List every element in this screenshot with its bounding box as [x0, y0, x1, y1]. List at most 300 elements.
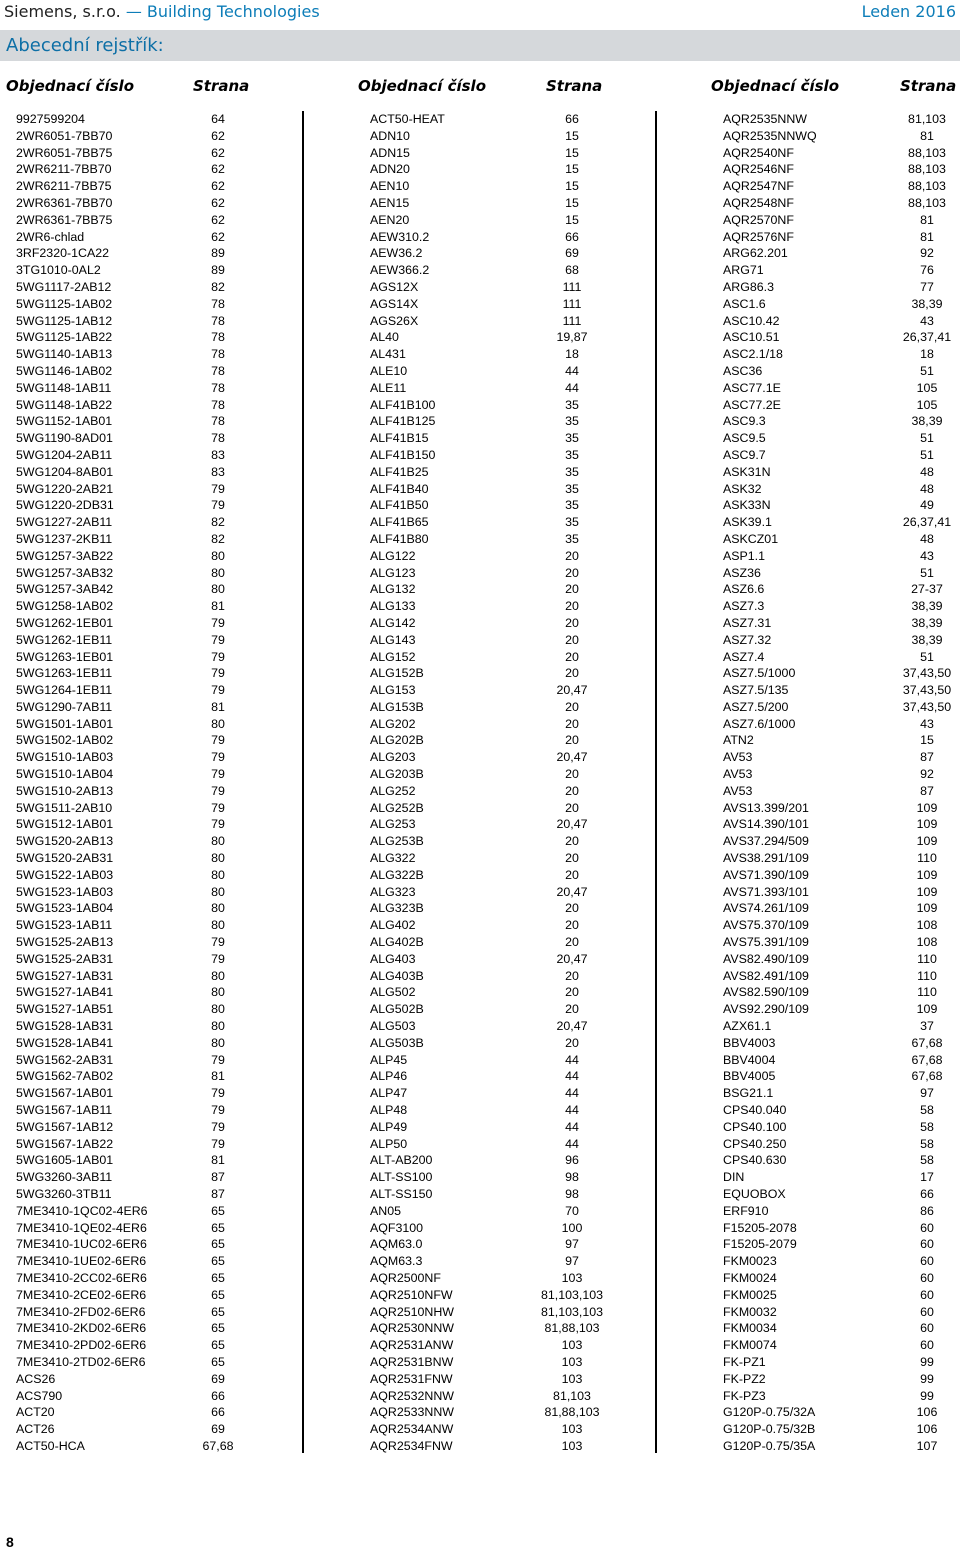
order-number: 2WR6211-7BB70 — [16, 162, 112, 177]
order-number: ALF41B100 — [370, 397, 436, 412]
order-number: AQR2548NF — [723, 195, 794, 210]
order-number: 5WG1510-1AB03 — [16, 750, 114, 765]
order-number: AV53 — [723, 750, 753, 765]
order-number: ALG203 — [370, 750, 416, 765]
page-ref: 64 — [211, 112, 225, 126]
page-ref: 65 — [211, 1354, 225, 1369]
order-number: ASZ7.3 — [723, 599, 765, 614]
order-number: AQR2510NFW — [370, 1287, 453, 1302]
page-ref: 44 — [565, 1136, 579, 1151]
order-number: 5WG1523-1AB04 — [16, 901, 114, 916]
page-ref: 20 — [565, 632, 579, 647]
order-number: ALG503B — [370, 1035, 424, 1050]
page-ref: 69 — [565, 246, 579, 261]
order-number: ALG202B — [370, 733, 424, 748]
column-divider — [302, 111, 304, 1453]
page-ref: 35 — [565, 515, 579, 530]
page-ref: 110 — [917, 968, 937, 983]
page-ref: 97 — [565, 1237, 579, 1252]
page-ref: 80 — [211, 851, 225, 866]
order-number: ASC77.2E — [723, 397, 781, 412]
division-name: Building Technologies — [146, 2, 320, 21]
order-number: ALT-SS150 — [370, 1187, 433, 1201]
page-ref: 20 — [565, 1035, 579, 1050]
order-number: ASK39.1 — [723, 515, 772, 530]
page-ref: 15 — [920, 733, 934, 748]
page-ref: 20 — [565, 666, 579, 681]
page-ref: 88,103 — [908, 195, 946, 210]
order-number: ALP47 — [370, 1086, 408, 1101]
page-ref: 65 — [211, 1220, 225, 1235]
order-number: AQM63.0 — [370, 1237, 423, 1252]
order-number: AQR2535NNWQ — [723, 128, 817, 143]
page-ref: 35 — [565, 447, 579, 462]
page-ref: 58 — [920, 1136, 934, 1151]
order-number: G120P-0.75/32A — [723, 1405, 816, 1420]
order-number: AQR2576NF — [723, 229, 794, 244]
page-ref: 80 — [211, 716, 225, 731]
page-ref: 86 — [920, 1203, 934, 1218]
order-number: ALF41B150 — [370, 447, 436, 462]
order-number: AVS75.391/109 — [723, 935, 809, 950]
page-ref: 35 — [565, 531, 579, 546]
order-number: ALG402 — [370, 918, 416, 933]
order-number: 5WG1257-3AB22 — [16, 548, 114, 563]
page-ref: 79 — [211, 649, 225, 664]
page-ref: 68 — [565, 263, 579, 278]
page-ref: 35 — [565, 397, 579, 412]
page-ref: 87 — [211, 1170, 225, 1185]
order-number: ALG322B — [370, 867, 424, 882]
page-ref: 43 — [920, 716, 934, 731]
page-ref: 48 — [920, 464, 934, 479]
page-ref: 62 — [211, 195, 225, 210]
page-ref: 80 — [211, 901, 225, 916]
order-number: ALG323B — [370, 901, 424, 916]
order-number: 5WG1528-1AB41 — [16, 1035, 114, 1050]
page-ref: 65 — [211, 1237, 225, 1252]
order-number: AEN15 — [370, 195, 410, 210]
order-number: ASC36 — [723, 363, 763, 378]
order-number: 5WG1140-1AB13 — [16, 347, 113, 362]
page-ref: 76 — [920, 263, 934, 278]
order-number: AEN20 — [370, 212, 410, 227]
order-number: FKM0023 — [723, 1254, 777, 1269]
page-ref: 107 — [916, 1438, 938, 1453]
page-ref: 81,103 — [553, 1388, 591, 1403]
index-column-3 — [707, 73, 960, 1453]
order-number: AQR2531BNW — [370, 1354, 454, 1369]
page-ref: 20 — [565, 783, 579, 798]
header-date: Leden 2016 — [861, 2, 956, 21]
page-ref: 35 — [565, 414, 579, 429]
page-ref: 99 — [920, 1388, 934, 1403]
page-ref: 105 — [916, 397, 938, 412]
page-ref: 20 — [565, 716, 579, 731]
order-number: ASC9.3 — [723, 414, 766, 429]
header-order-number: Objednací číslo — [6, 77, 135, 95]
page-ref: 79 — [211, 615, 225, 630]
page-ref: 87 — [920, 750, 934, 765]
page-ref: 38,39 — [911, 615, 943, 630]
page-ref: 20,47 — [556, 683, 588, 698]
page-ref: 81 — [211, 1153, 225, 1168]
order-number: ASZ7.5/1000 — [723, 666, 796, 681]
page-ref: 80 — [211, 582, 225, 597]
page-ref: 109 — [916, 1002, 938, 1017]
order-number: 5WG1262-1EB11 — [16, 632, 113, 647]
page-ref: 58 — [920, 1153, 934, 1168]
order-number: ALG153 — [370, 683, 416, 698]
page-ref: 81 — [920, 229, 934, 244]
column-header — [707, 73, 960, 103]
order-number: BSG21.1 — [723, 1086, 774, 1101]
order-number: CPS40.100 — [723, 1119, 787, 1134]
index-column-2 — [354, 73, 654, 1453]
order-number: AVS38.291/109 — [723, 851, 809, 866]
column-divider — [655, 111, 657, 1453]
page-ref: 62 — [211, 128, 225, 143]
header-company — [4, 2, 320, 21]
page-ref: 103 — [561, 1270, 583, 1285]
order-number: 5WG1520-2AB31 — [16, 851, 114, 866]
order-number: ASC77.1E — [723, 380, 781, 395]
order-number: ASP1.1 — [723, 548, 766, 563]
page-ref: 44 — [565, 1069, 579, 1084]
order-number: 5WG1125-1AB22 — [16, 330, 113, 345]
page-ref: 38,39 — [911, 599, 943, 614]
order-number: AL431 — [370, 347, 406, 362]
column-header — [0, 73, 300, 103]
order-number: 7ME3410-2FD02-6ER6 — [16, 1304, 146, 1319]
order-number: ASZ7.5/200 — [723, 699, 789, 714]
page-ref: 80 — [211, 918, 225, 933]
order-number: 5WG1220-2AB21 — [16, 481, 114, 496]
page-ref: 35 — [565, 481, 579, 496]
page-ref: 60 — [920, 1270, 934, 1285]
order-number: ALF41B50 — [370, 498, 429, 513]
order-number: 5WG1527-1AB31 — [16, 968, 114, 983]
order-number: 7ME3410-2CE02-6ER6 — [16, 1287, 147, 1302]
page-ref: 44 — [565, 1119, 579, 1134]
page-ref: 79 — [211, 817, 225, 832]
page-ref: 51 — [920, 431, 934, 446]
page-ref: 79 — [211, 750, 225, 765]
order-number: ACT50-HCA — [16, 1438, 85, 1453]
header-page: Strana — [546, 77, 603, 95]
order-number: AEW36.2 — [370, 246, 423, 261]
order-number: AQR2535NNW — [723, 112, 808, 126]
page-ref: 81 — [211, 699, 225, 714]
order-number: CPS40.250 — [723, 1136, 787, 1151]
page-ref: 20 — [565, 918, 579, 933]
order-number: 5WG1525-2AB13 — [16, 935, 114, 950]
order-number: F15205-2079 — [723, 1237, 797, 1252]
page-ref: 65 — [211, 1321, 225, 1336]
order-number: 5WG1605-1AB01 — [16, 1153, 114, 1168]
page-ref: 62 — [211, 145, 225, 160]
page-ref: 48 — [920, 481, 934, 496]
page-ref: 78 — [211, 347, 225, 362]
page-ref: 81,103,103 — [540, 1304, 603, 1319]
page-ref: 60 — [920, 1321, 934, 1336]
page-ref: 78 — [211, 363, 225, 378]
order-number: 5WG1567-1AB22 — [16, 1136, 114, 1151]
page-ref: 20 — [565, 1002, 579, 1017]
page-ref: 79 — [211, 498, 225, 513]
page-ref: 103 — [561, 1422, 583, 1437]
order-number: ALG142 — [370, 615, 416, 630]
order-number: 5WG3260-3AB11 — [16, 1170, 113, 1185]
header-dash: — — [120, 2, 147, 21]
page-ref: 20 — [565, 968, 579, 983]
order-number: 7ME3410-1UE02-6ER6 — [16, 1254, 147, 1269]
page-ref: 82 — [211, 531, 225, 546]
order-number: ERF910 — [723, 1203, 769, 1218]
page-ref: 79 — [211, 783, 225, 798]
page-ref: 60 — [920, 1338, 934, 1353]
order-number: 5WG1511-2AB10 — [16, 800, 113, 815]
page-ref: 111 — [562, 313, 582, 328]
order-number: ALG252B — [370, 800, 424, 815]
order-number: AQR2500NF — [370, 1270, 441, 1285]
order-number: AV53 — [723, 767, 753, 782]
order-number: FKM0034 — [723, 1321, 777, 1336]
header-page: Strana — [900, 77, 957, 95]
page-ref: 51 — [920, 649, 934, 664]
page-ref: 111 — [562, 279, 582, 294]
order-number: ACT50-HEAT — [370, 112, 445, 126]
order-number: ALG152B — [370, 666, 424, 681]
page-ref: 60 — [920, 1220, 934, 1235]
order-number: 5WG1264-1EB11 — [16, 683, 113, 698]
order-number: ASC9.5 — [723, 431, 766, 446]
order-number: ALP50 — [370, 1136, 408, 1151]
page-ref: 106 — [916, 1405, 938, 1420]
order-number: AQR2540NF — [723, 145, 794, 160]
order-number: CPS40.040 — [723, 1103, 787, 1118]
order-number: AGS26X — [370, 313, 419, 328]
page-ref: 109 — [916, 800, 938, 815]
order-number: G120P-0.75/35A — [723, 1438, 816, 1453]
page-ref: 19,87 — [556, 330, 588, 345]
order-number: 5WG1523-1AB11 — [16, 918, 113, 933]
order-number: ALG502B — [370, 1002, 424, 1017]
order-number: 5WG1125-1AB12 — [16, 313, 113, 328]
order-number: 5WG1567-1AB12 — [16, 1119, 114, 1134]
order-number: FK-PZ3 — [723, 1388, 766, 1403]
order-number: ADN15 — [370, 145, 410, 160]
page-ref: 58 — [920, 1103, 934, 1118]
order-number: AZX61.1 — [723, 1019, 772, 1034]
page-ref: 109 — [916, 901, 938, 916]
page-ref: 79 — [211, 800, 225, 815]
page-ref: 98 — [565, 1187, 579, 1201]
page-ref: 89 — [211, 263, 225, 278]
order-number: AVS13.399/201 — [723, 800, 809, 815]
order-number: FK-PZ2 — [723, 1371, 766, 1386]
order-number: ASC10.42 — [723, 313, 780, 328]
order-number: 5WG1190-8AD01 — [16, 431, 113, 446]
order-number: 5WG1510-1AB04 — [16, 767, 114, 782]
page-ref: 87 — [211, 1187, 225, 1201]
page-ref: 80 — [211, 1002, 225, 1017]
page-ref: 38,39 — [911, 414, 943, 429]
order-number: AGS12X — [370, 279, 419, 294]
order-number: AVS82.490/109 — [723, 951, 809, 966]
page-ref: 78 — [211, 296, 225, 311]
order-number: AQR2532NNW — [370, 1388, 455, 1403]
order-number: 5WG1257-3AB32 — [16, 565, 114, 580]
page-ref: 66 — [920, 1187, 934, 1201]
page-ref: 79 — [211, 767, 225, 782]
order-number: ALT-AB200 — [370, 1153, 433, 1168]
page-ref: 79 — [211, 481, 225, 496]
page-ref: 78 — [211, 414, 225, 429]
page-ref: 66 — [565, 112, 579, 126]
page-ref: 79 — [211, 1119, 225, 1134]
order-number: ACS26 — [16, 1371, 56, 1386]
page-ref: 65 — [211, 1203, 225, 1218]
order-number: AQR2546NF — [723, 162, 794, 177]
order-number: 9927599204 — [16, 112, 85, 126]
order-number: ALF41B125 — [370, 414, 436, 429]
order-number: 5WG3260-3TB11 — [16, 1187, 112, 1201]
page-ref: 37,43,50 — [902, 699, 952, 714]
page-ref: 79 — [211, 951, 225, 966]
page-ref: 20 — [565, 867, 579, 882]
page-ref: 83 — [211, 464, 225, 479]
order-number: 5WG1204-8AB01 — [16, 464, 114, 479]
page-ref: 26,37,41 — [902, 515, 952, 530]
page-ref: 79 — [211, 935, 225, 950]
page-ref: 20 — [565, 733, 579, 748]
page-ref: 20 — [565, 935, 579, 950]
page-ref: 62 — [211, 229, 225, 244]
page-ref: 44 — [565, 1086, 579, 1101]
order-number: AQR2534FNW — [370, 1438, 453, 1453]
page-ref: 80 — [211, 968, 225, 983]
order-number: G120P-0.75/32B — [723, 1422, 816, 1437]
order-number: ALP49 — [370, 1119, 408, 1134]
page-ref: 20 — [565, 649, 579, 664]
page-ref: 83 — [211, 447, 225, 462]
order-number: ALG322 — [370, 851, 416, 866]
order-number: ALT-SS100 — [370, 1170, 433, 1185]
order-number: ALG503 — [370, 1019, 416, 1034]
order-number: ASZ7.5/135 — [723, 683, 789, 698]
page-ref: 98 — [565, 1170, 579, 1185]
order-number: 2WR6-chlad — [16, 229, 85, 244]
page-ref: 106 — [916, 1422, 938, 1437]
order-number: ASC2.1/18 — [723, 347, 783, 362]
order-number: ALG402B — [370, 935, 424, 950]
page-ref: 89 — [211, 246, 225, 261]
page-ref: 88,103 — [908, 179, 946, 194]
order-number: ASK31N — [723, 464, 771, 479]
order-number: 7ME3410-2PD02-6ER6 — [16, 1338, 147, 1353]
page-ref: 15 — [565, 179, 579, 194]
page-ref: 67,68 — [911, 1035, 943, 1050]
page-ref: 20 — [565, 582, 579, 597]
order-number: 5WG1567-1AB01 — [16, 1086, 114, 1101]
order-number: AQR2530NNW — [370, 1321, 455, 1336]
order-number: 5WG1527-1AB41 — [16, 985, 114, 1000]
page-ref: 100 — [561, 1220, 583, 1235]
page-ref: 51 — [920, 363, 934, 378]
page-ref: 66 — [211, 1405, 225, 1420]
order-number: AEW310.2 — [370, 229, 430, 244]
page-ref: 110 — [917, 985, 937, 1000]
page-ref: 15 — [565, 162, 579, 177]
page-ref: 18 — [920, 347, 934, 362]
page-ref: 96 — [565, 1153, 579, 1168]
order-number: 5WG1501-1AB01 — [16, 716, 114, 731]
order-number: AQR2510NHW — [370, 1304, 455, 1319]
order-number: ASC9.7 — [723, 447, 766, 462]
order-number: AVS71.393/101 — [723, 884, 809, 899]
page-ref: 44 — [565, 1103, 579, 1118]
order-number: 5WG1263-1EB11 — [16, 666, 113, 681]
order-number: 5WG1502-1AB02 — [16, 733, 114, 748]
page-ref: 35 — [565, 431, 579, 446]
order-number: 2WR6361-7BB75 — [16, 212, 113, 227]
order-number: ALF41B80 — [370, 531, 429, 546]
column-header — [354, 73, 654, 103]
order-number: ALF41B25 — [370, 464, 429, 479]
page-ref: 92 — [920, 246, 934, 261]
order-number: ALG202 — [370, 716, 416, 731]
page-ref: 79 — [211, 632, 225, 647]
page-ref: 109 — [916, 817, 938, 832]
order-number: ASZ7.6/1000 — [723, 716, 796, 731]
order-number: BBV4004 — [723, 1052, 776, 1067]
page-ref: 67,68 — [202, 1438, 234, 1453]
order-number: AGS14X — [370, 296, 419, 311]
order-number: ALG252 — [370, 783, 416, 798]
order-number: 2WR6211-7BB75 — [16, 179, 112, 194]
page-ref: 79 — [211, 666, 225, 681]
order-number: 5WG1525-2AB31 — [16, 951, 114, 966]
order-number: AN05 — [370, 1203, 401, 1218]
order-number: AVS92.290/109 — [723, 1002, 809, 1017]
order-number: AQR2547NF — [723, 179, 794, 194]
order-number: ALP46 — [370, 1069, 408, 1084]
page-ref: 81 — [211, 1069, 225, 1084]
page-ref: 66 — [565, 229, 579, 244]
order-number: AQR2531ANW — [370, 1338, 454, 1353]
order-number: AVS37.294/509 — [723, 834, 809, 849]
page-ref: 97 — [920, 1086, 934, 1101]
order-number: ALE10 — [370, 363, 408, 378]
header-page: Strana — [193, 77, 250, 95]
order-number: 5WG1522-1AB03 — [16, 867, 114, 882]
header-order-number: Objednací číslo — [358, 77, 487, 95]
order-number: 5WG1227-2AB11 — [16, 515, 113, 530]
header-order-number: Objednací číslo — [711, 77, 840, 95]
page-ref: 20,47 — [556, 951, 588, 966]
order-number: ALP45 — [370, 1052, 408, 1067]
page-ref: 79 — [211, 1136, 225, 1151]
order-number: FK-PZ1 — [723, 1354, 766, 1369]
order-number: 5WG1512-1AB01 — [16, 817, 114, 832]
order-number: FKM0024 — [723, 1270, 777, 1285]
order-number: ASZ36 — [723, 565, 761, 580]
order-number: ALG323 — [370, 884, 416, 899]
page-ref: 87 — [920, 783, 934, 798]
page-ref: 81,88,103 — [544, 1321, 600, 1336]
page-ref: 80 — [211, 1035, 225, 1050]
